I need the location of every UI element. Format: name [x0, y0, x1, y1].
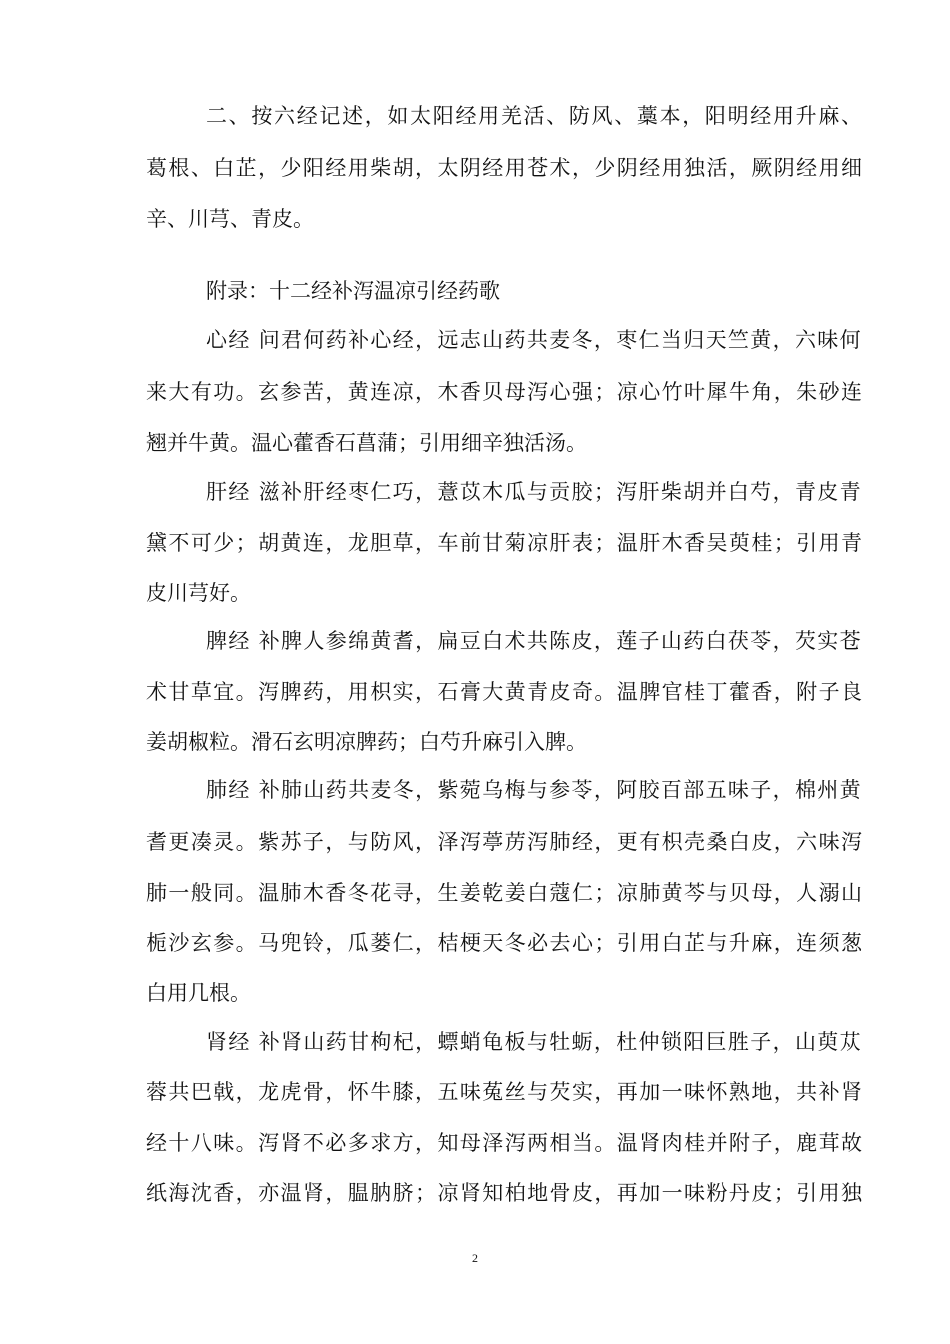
text-line: 来大有功。玄参苦，黄连凉，木香贝母泻心强；凉心竹叶犀牛角，朱砂连: [146, 380, 864, 404]
text-line: 肺一般同。温肺木香冬花寻，生姜乾姜白蔻仁；凉肺黄芩与贝母，人溺山: [146, 881, 864, 905]
text-line: 白用几根。: [146, 981, 251, 1005]
text-line: 经十八味。泻肾不必多求方，知母泽泻两相当。温肾肉桂并附子，鹿茸故: [146, 1131, 864, 1155]
text-line: 姜胡椒粒。滑石玄明凉脾药；白芍升麻引入脾。: [146, 730, 587, 754]
page-number: 2: [472, 1251, 478, 1265]
text-line: 纸海沈香，亦温肾，腽肭脐；凉肾知柏地骨皮，再加一味粉丹皮；引用独: [146, 1181, 864, 1205]
text-line: 脾经 补脾人参绵黄耆，扁豆白术共陈皮，莲子山药白茯苓，芡实苍: [206, 629, 862, 653]
text-line: 黛不可少；胡黄连，龙胆草，车前甘菊凉肝表；温肝木香吴萸桂；引用青: [146, 531, 864, 555]
text-line: 皮川芎好。: [146, 581, 251, 605]
text-line: 肾经 补肾山药甘枸杞，螵蛸龟板与牡蛎，杜仲锁阳巨胜子，山萸苁: [206, 1030, 862, 1054]
text-line: 术甘草宜。泻脾药，用枳实，石膏大黄青皮奇。温脾官桂丁藿香，附子良: [146, 680, 864, 704]
text-line: 辛、川芎、青皮。: [146, 207, 314, 231]
text-line: 二、按六经记述，如太阳经用羌活、防风、藁本，阳明经用升麻、: [206, 104, 864, 128]
text-line: 肺经 补肺山药共麦冬，紫菀乌梅与参苓，阿胶百部五味子，棉州黄: [206, 778, 862, 802]
text-line: 栀沙玄参。马兜铃，瓜蒌仁，桔梗天冬必去心；引用白芷与升麻，连须葱: [146, 931, 864, 955]
text-line: 心经 问君何药补心经，远志山药共麦冬，枣仁当归天竺黄，六味何: [206, 328, 862, 352]
text-line: 翘并牛黄。温心藿香石菖蒲；引用细辛独活汤。: [146, 431, 587, 455]
text-line: 耆更凑灵。紫苏子，与防风，泽泻葶苈泻肺经，更有枳壳桑白皮，六味泻: [146, 830, 864, 854]
section-heading: 附录：十二经补泻温凉引经药歌: [206, 279, 500, 303]
text-line: 蓉共巴戟，龙虎骨，怀牛膝，五味菟丝与芡实，再加一味怀熟地，共补肾: [146, 1080, 864, 1104]
text-line: 肝经 滋补肝经枣仁巧，薏苡木瓜与贡胶；泻肝柴胡并白芍，青皮青: [206, 480, 862, 504]
text-line: 葛根、白芷，少阳经用柴胡，太阴经用苍术，少阴经用独活，厥阴经用细: [146, 156, 864, 180]
